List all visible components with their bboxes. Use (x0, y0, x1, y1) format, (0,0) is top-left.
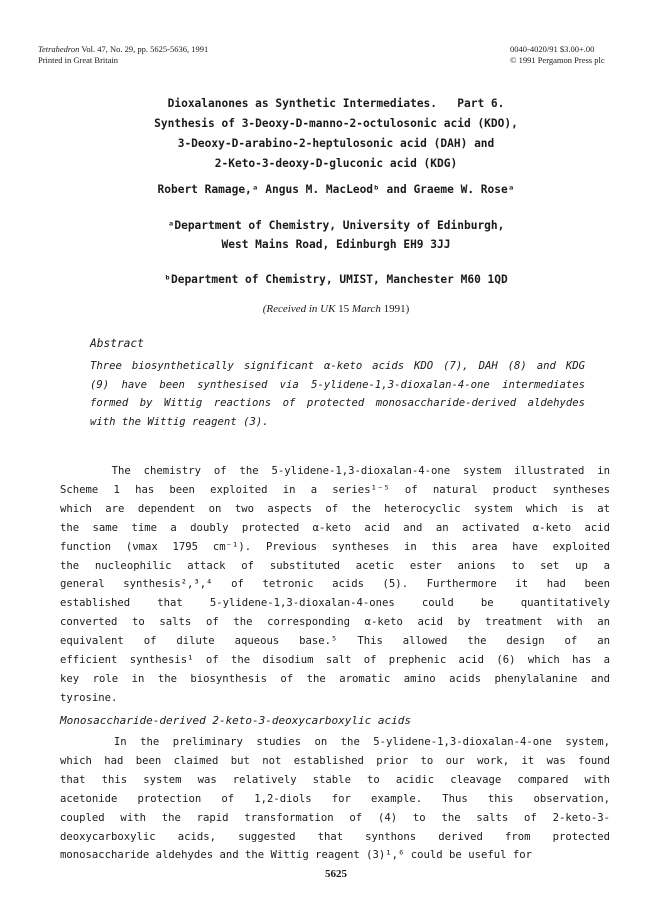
section-paragraph (60, 733, 610, 865)
received-month: March (351, 303, 381, 315)
body-line: efficient synthesis¹ of the disodium salt of prephenic acid (6) which has a (60, 654, 610, 667)
body-line: coupled with the rapid transformation of (4) to the salts of 2-keto-3- (60, 811, 610, 824)
body-line: that this system was relatively stable to acidic cleavage compared with (60, 773, 610, 786)
intro-paragraph (60, 462, 610, 708)
body-line: monosaccharide aldehydes and the Wittig reagent (3)¹,⁶ could be useful for (60, 849, 532, 862)
journal-name: Tetrahedron (38, 44, 80, 54)
copyright-line: © 1991 Pergamon Press plc (510, 55, 605, 65)
body-line: function (νmax 1795 cm⁻¹). Previous syntheses in this area have exploited (60, 540, 610, 553)
body-line: The chemistry of the 5-ylidene-1,3-dioxalan-4-one system illustrated in (60, 465, 610, 477)
body-line: In the preliminary studies on the 5-ylidene-1,3-dioxalan-4-one system, (60, 736, 610, 748)
paper-title (0, 94, 672, 174)
page-number: 5625 (325, 868, 347, 880)
body-line: deoxycarboxylic acids, suggested that synthons derived from protected (60, 830, 610, 843)
title-line: 3-Deoxy-D-arabino-2-heptulosonic acid (DAH) and (177, 137, 495, 150)
abstract-line: Three biosynthetically significant α-keto acids KDO (7), DAH (8) and KDG (90, 360, 585, 372)
body-line: the nucleophilic attack of substituted acetic ester anions to set up a (60, 559, 610, 572)
abstract-line: with the Wittig reagent (3). (90, 415, 269, 428)
body-line: which had been claimed but not established prior to our work, it was found (60, 754, 610, 767)
title-line: Synthesis of 3-Deoxy-D-manno-2-octulosonic acid (KDO), (154, 117, 518, 130)
affiliation-a-line: ᵃDepartment of Chemistry, University of Edinburgh, (167, 219, 505, 232)
body-line: equivalent of dilute aqueous base.⁵ This allowed the design of an (60, 635, 610, 648)
abstract-heading: Abstract (90, 337, 144, 350)
received-date (0, 303, 672, 315)
body-line: established that 5-ylidene-1,3-dioxalan-4-ones could be quantitatively (60, 597, 610, 610)
body-line: general synthesis²,³,⁴ of tetronic acids (5). Furthermore it had been (60, 578, 610, 591)
body-line: tyrosine. (60, 691, 118, 704)
body-line: which are dependent on two aspects of the heterocyclic system which is at (60, 502, 610, 515)
affiliation-a (0, 216, 672, 254)
affiliation-a-line: West Mains Road, Edinburgh EH9 3JJ (221, 238, 451, 251)
received-day: 15 (335, 303, 352, 315)
body-line: the same time a doubly protected α-keto acid and an activated α-keto acid (60, 521, 610, 534)
printed-in: Printed in Great Britain (38, 55, 119, 65)
received-prefix: (Received in UK (262, 303, 336, 315)
abstract-line: formed by Wittig reactions of protected monosaccharide-derived aldehydes (90, 397, 585, 410)
issn-price: 0040-4020/91 $3.00+.00 (510, 44, 595, 54)
journal-citation (38, 44, 208, 55)
title-line: Dioxalanones as Synthetic Intermediates. Part 6. (167, 97, 505, 110)
body-line: key role in the biosynthesis of the aromatic amino acids phenylalanine and (60, 672, 610, 685)
journal-header (38, 44, 208, 66)
received-year: 1991) (380, 303, 410, 315)
title-line: 2-Keto-3-deoxy-D-gluconic acid (KDG) (214, 157, 458, 170)
body-line: converted to salts of the corresponding α-keto acid by treatment with an (60, 616, 610, 629)
body-line: acetonide protection of 1,2-diols for example. Thus this observation, (60, 792, 610, 805)
abstract-body (90, 357, 585, 431)
body-line: Scheme 1 has been exploited in a series¹⁻⁵ of natural product syntheses (60, 483, 610, 496)
copyright-block (510, 44, 605, 66)
section-heading: Monosaccharide-derived 2-keto-3-deoxycarboxylic acids (60, 714, 411, 727)
abstract-line: (9) have been synthesised via 5-ylidene-1,3-dioxalan-4-one intermediates (90, 378, 585, 391)
authors: Robert Ramage,ᵃ Angus M. MacLeodᵇ and Graeme W. Roseᵃ (157, 183, 515, 196)
journal-volume-info: Vol. 47, No. 29, pp. 5625-5636, 1991 (79, 44, 209, 54)
affiliation-b: ᵇDepartment of Chemistry, UMIST, Manchester M60 1QD (164, 273, 508, 286)
